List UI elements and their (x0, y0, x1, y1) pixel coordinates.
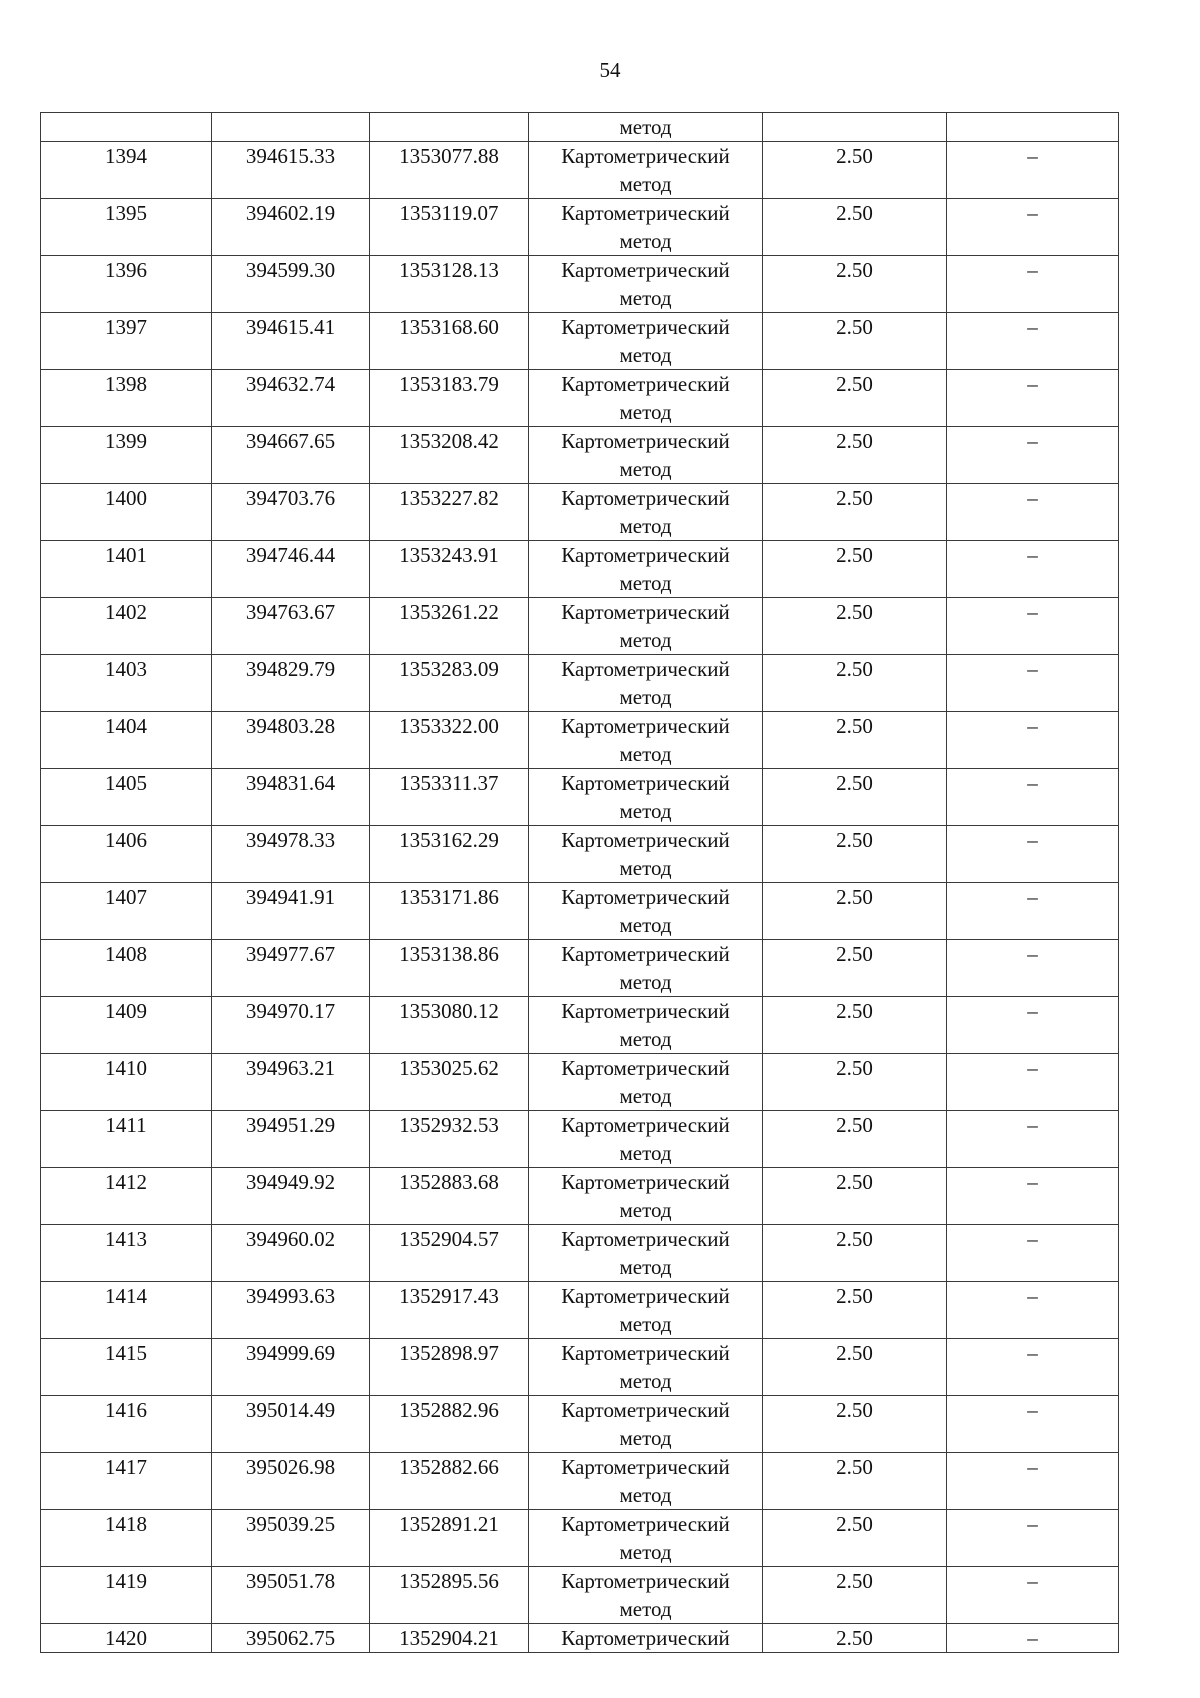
cell-method (529, 598, 763, 655)
cell-number: 1401 (41, 541, 212, 598)
cell-x: 394951.29 (212, 1111, 370, 1168)
cell-note: – (947, 1339, 1119, 1396)
cell-number: 1404 (41, 712, 212, 769)
cell-number: 1419 (41, 1567, 212, 1624)
method-line: Картометрический (561, 201, 730, 225)
cell-note: – (947, 883, 1119, 940)
cell-note: – (947, 541, 1119, 598)
cell-number: 1418 (41, 1510, 212, 1567)
cell-y: 1352882.96 (370, 1396, 529, 1453)
cell-x: 394667.65 (212, 427, 370, 484)
cell-x: 394970.17 (212, 997, 370, 1054)
method-line: Картометрический (561, 1569, 730, 1593)
cell-number: 1405 (41, 769, 212, 826)
table-row-last (41, 1624, 1119, 1653)
cell-method (529, 655, 763, 712)
cell-note (947, 113, 1119, 142)
cell-note: – (947, 313, 1119, 370)
cell-accuracy: 2.50 (763, 883, 947, 940)
method-line: Картометрический (561, 429, 730, 453)
method-line: Картометрический (561, 657, 730, 681)
cell-note: – (947, 256, 1119, 313)
method-line: метод (619, 1141, 672, 1165)
method-line: метод (619, 913, 672, 937)
method-line: метод (619, 856, 672, 880)
cell-accuracy: 2.50 (763, 199, 947, 256)
cell-x: 394999.69 (212, 1339, 370, 1396)
method-line: метод (619, 1369, 672, 1393)
cell-accuracy: 2.50 (763, 712, 947, 769)
cell-note: – (947, 142, 1119, 199)
cell-y: 1353243.91 (370, 541, 529, 598)
table-row (41, 997, 1119, 1054)
cell-x: 394763.67 (212, 598, 370, 655)
cell-method: метод (529, 113, 763, 142)
cell-number: 1414 (41, 1282, 212, 1339)
cell-x (212, 113, 370, 142)
cell-number: 1420 (41, 1624, 212, 1653)
cell-method (529, 826, 763, 883)
cell-y: 1353025.62 (370, 1054, 529, 1111)
cell-y: 1353261.22 (370, 598, 529, 655)
cell-note: – (947, 1225, 1119, 1282)
cell-note: – (947, 655, 1119, 712)
table-row (41, 655, 1119, 712)
cell-x: 394831.64 (212, 769, 370, 826)
cell-y: 1352904.21 (370, 1624, 529, 1653)
cell-number: 1415 (41, 1339, 212, 1396)
table-row (41, 1054, 1119, 1111)
cell-accuracy: 2.50 (763, 313, 947, 370)
cell-x: 394615.41 (212, 313, 370, 370)
cell-method (529, 541, 763, 598)
cell-method (529, 1225, 763, 1282)
cell-number: 1394 (41, 142, 212, 199)
cell-method (529, 199, 763, 256)
table-row (41, 313, 1119, 370)
method-line: метод (619, 970, 672, 994)
cell-x: 394977.67 (212, 940, 370, 997)
table-row (41, 1567, 1119, 1624)
cell-accuracy: 2.50 (763, 655, 947, 712)
method-line: Картометрический (561, 600, 730, 624)
cell-number (41, 113, 212, 142)
cell-method (529, 1396, 763, 1453)
cell-number: 1395 (41, 199, 212, 256)
method-line: Картометрический (561, 258, 730, 282)
cell-method (529, 313, 763, 370)
method-line: Картометрический (561, 486, 730, 510)
cell-x: 394993.63 (212, 1282, 370, 1339)
cell-x: 394703.76 (212, 484, 370, 541)
method-line: Картометрический (561, 885, 730, 909)
cell-x: 394632.74 (212, 370, 370, 427)
cell-accuracy: 2.50 (763, 427, 947, 484)
table-row (41, 1453, 1119, 1510)
cell-y: 1353080.12 (370, 997, 529, 1054)
cell-y: 1353128.13 (370, 256, 529, 313)
table-row (41, 940, 1119, 997)
method-line: Картометрический (561, 1113, 730, 1137)
table-row (41, 712, 1119, 769)
method-line: метод (619, 1198, 672, 1222)
cell-number: 1403 (41, 655, 212, 712)
method-line: Картометрический (561, 543, 730, 567)
cell-method (529, 427, 763, 484)
cell-y: 1353168.60 (370, 313, 529, 370)
cell-accuracy: 2.50 (763, 940, 947, 997)
cell-method (529, 997, 763, 1054)
cell-number: 1396 (41, 256, 212, 313)
method-line: Картометрический (561, 714, 730, 738)
cell-number: 1407 (41, 883, 212, 940)
cell-method (529, 256, 763, 313)
method-line: Картометрический (561, 828, 730, 852)
cell-method (529, 940, 763, 997)
cell-method (529, 1054, 763, 1111)
cell-number: 1409 (41, 997, 212, 1054)
cell-x: 395062.75 (212, 1624, 370, 1653)
method-line: Картометрический (561, 1284, 730, 1308)
method-line: метод (619, 685, 672, 709)
cell-note: – (947, 997, 1119, 1054)
cell-method (529, 769, 763, 826)
method-line: Картометрический (561, 1056, 730, 1080)
cell-accuracy: 2.50 (763, 1624, 947, 1653)
method-line: метод (619, 1483, 672, 1507)
method-line: метод (619, 1255, 672, 1279)
table-row (41, 1339, 1119, 1396)
cell-y: 1353322.00 (370, 712, 529, 769)
coordinates-table-body (41, 113, 1119, 1653)
method-line: Картометрический (561, 144, 730, 168)
cell-accuracy: 2.50 (763, 769, 947, 826)
cell-accuracy: 2.50 (763, 1054, 947, 1111)
method-line: Картометрический (561, 942, 730, 966)
cell-number: 1398 (41, 370, 212, 427)
cell-number: 1413 (41, 1225, 212, 1282)
cell-method (529, 1567, 763, 1624)
cell-note: – (947, 1567, 1119, 1624)
cell-accuracy: 2.50 (763, 826, 947, 883)
cell-method (529, 1339, 763, 1396)
table-row (41, 883, 1119, 940)
table-row (41, 1225, 1119, 1282)
cell-note: – (947, 484, 1119, 541)
cell-method (529, 1282, 763, 1339)
cell-accuracy: 2.50 (763, 1339, 947, 1396)
method-line: Картометрический (561, 372, 730, 396)
cell-note: – (947, 940, 1119, 997)
cell-note: – (947, 1624, 1119, 1653)
table-row (41, 769, 1119, 826)
cell-y: 1353162.29 (370, 826, 529, 883)
cell-number: 1417 (41, 1453, 212, 1510)
cell-x: 394960.02 (212, 1225, 370, 1282)
cell-accuracy: 2.50 (763, 1396, 947, 1453)
cell-method (529, 1453, 763, 1510)
cell-method (529, 883, 763, 940)
method-line: метод (619, 286, 672, 310)
method-line: метод (619, 799, 672, 823)
cell-y (370, 113, 529, 142)
table-row (41, 1168, 1119, 1225)
cell-accuracy: 2.50 (763, 1225, 947, 1282)
cell-x: 394949.92 (212, 1168, 370, 1225)
cell-accuracy: 2.50 (763, 256, 947, 313)
table-row (41, 199, 1119, 256)
table-row (41, 256, 1119, 313)
cell-y: 1353077.88 (370, 142, 529, 199)
method-line: метод (619, 1540, 672, 1564)
cell-accuracy: 2.50 (763, 1567, 947, 1624)
cell-x: 394978.33 (212, 826, 370, 883)
cell-number: 1399 (41, 427, 212, 484)
cell-y: 1353183.79 (370, 370, 529, 427)
cell-note: – (947, 712, 1119, 769)
cell-x: 395039.25 (212, 1510, 370, 1567)
cell-accuracy: 2.50 (763, 1111, 947, 1168)
cell-note: – (947, 370, 1119, 427)
cell-x: 394746.44 (212, 541, 370, 598)
cell-x: 395026.98 (212, 1453, 370, 1510)
method-line: метод (619, 1084, 672, 1108)
method-line: Картометрический (561, 1512, 730, 1536)
cell-x: 395051.78 (212, 1567, 370, 1624)
cell-method (529, 142, 763, 199)
method-line: метод (619, 514, 672, 538)
cell-accuracy: 2.50 (763, 484, 947, 541)
cell-x: 394602.19 (212, 199, 370, 256)
method-line: Картометрический (561, 1398, 730, 1422)
cell-method (529, 1111, 763, 1168)
cell-note: – (947, 1396, 1119, 1453)
table-row (41, 1510, 1119, 1567)
method-line: метод (619, 229, 672, 253)
cell-note: – (947, 1168, 1119, 1225)
cell-y: 1352917.43 (370, 1282, 529, 1339)
table-row (41, 826, 1119, 883)
cell-y: 1352904.57 (370, 1225, 529, 1282)
cell-note: – (947, 1054, 1119, 1111)
cell-y: 1353138.86 (370, 940, 529, 997)
cell-y: 1353283.09 (370, 655, 529, 712)
table-row (41, 142, 1119, 199)
cell-number: 1400 (41, 484, 212, 541)
method-line: метод (619, 1426, 672, 1450)
cell-y: 1353208.42 (370, 427, 529, 484)
table-row (41, 427, 1119, 484)
cell-number: 1406 (41, 826, 212, 883)
cell-x: 395014.49 (212, 1396, 370, 1453)
cell-note: – (947, 199, 1119, 256)
method-line: метод (619, 172, 672, 196)
method-line: метод (619, 1597, 672, 1621)
method-line: метод (619, 343, 672, 367)
cell-number: 1402 (41, 598, 212, 655)
method-line: Картометрический (561, 1227, 730, 1251)
method-line: Картометрический (561, 315, 730, 339)
method-line: Картометрический (561, 1455, 730, 1479)
cell-method (529, 370, 763, 427)
cell-accuracy: 2.50 (763, 1510, 947, 1567)
cell-y: 1352895.56 (370, 1567, 529, 1624)
table-row (41, 1396, 1119, 1453)
method-line: Картометрический (561, 771, 730, 795)
cell-y: 1352883.68 (370, 1168, 529, 1225)
cell-accuracy: 2.50 (763, 1168, 947, 1225)
cell-y: 1352891.21 (370, 1510, 529, 1567)
cell-method (529, 712, 763, 769)
method-line: метод (619, 571, 672, 595)
cell-x: 394963.21 (212, 1054, 370, 1111)
cell-y: 1353119.07 (370, 199, 529, 256)
method-line: метод (619, 742, 672, 766)
cell-y: 1353227.82 (370, 484, 529, 541)
cell-y: 1353311.37 (370, 769, 529, 826)
cell-accuracy: 2.50 (763, 370, 947, 427)
cell-accuracy: 2.50 (763, 142, 947, 199)
method-line: метод (619, 1312, 672, 1336)
cell-x: 394599.30 (212, 256, 370, 313)
method-line: метод (619, 628, 672, 652)
cell-x: 394829.79 (212, 655, 370, 712)
continuation-row (41, 113, 1119, 142)
method-line: метод (619, 457, 672, 481)
table-row (41, 1111, 1119, 1168)
method-line: метод (619, 1027, 672, 1051)
table-row (41, 484, 1119, 541)
method-line: Картометрический (561, 1170, 730, 1194)
table-row (41, 1282, 1119, 1339)
cell-y: 1352882.66 (370, 1453, 529, 1510)
cell-note: – (947, 1111, 1119, 1168)
cell-method (529, 1168, 763, 1225)
cell-note: – (947, 1282, 1119, 1339)
method-line: Картометрический (561, 999, 730, 1023)
cell-accuracy: 2.50 (763, 997, 947, 1054)
cell-number: 1408 (41, 940, 212, 997)
cell-note: – (947, 427, 1119, 484)
cell-accuracy (763, 113, 947, 142)
cell-y: 1353171.86 (370, 883, 529, 940)
cell-x: 394615.33 (212, 142, 370, 199)
cell-note: – (947, 826, 1119, 883)
cell-note: – (947, 1453, 1119, 1510)
cell-accuracy: 2.50 (763, 1453, 947, 1510)
cell-note: – (947, 1510, 1119, 1567)
cell-method (529, 484, 763, 541)
table-row (41, 370, 1119, 427)
cell-accuracy: 2.50 (763, 1282, 947, 1339)
cell-accuracy: 2.50 (763, 541, 947, 598)
cell-number: 1412 (41, 1168, 212, 1225)
table-row (41, 598, 1119, 655)
method-line: метод (619, 400, 672, 424)
cell-y: 1352932.53 (370, 1111, 529, 1168)
cell-number: 1410 (41, 1054, 212, 1111)
cell-x: 394941.91 (212, 883, 370, 940)
cell-note: – (947, 769, 1119, 826)
cell-number: 1416 (41, 1396, 212, 1453)
cell-method (529, 1510, 763, 1567)
cell-y: 1352898.97 (370, 1339, 529, 1396)
cell-number: 1397 (41, 313, 212, 370)
cell-note: – (947, 598, 1119, 655)
cell-accuracy: 2.50 (763, 598, 947, 655)
table-row (41, 541, 1119, 598)
cell-method: Картометрический (529, 1624, 763, 1653)
coordinates-table (40, 112, 1119, 1653)
cell-number: 1411 (41, 1111, 212, 1168)
page-number: 54 (599, 58, 621, 82)
cell-x: 394803.28 (212, 712, 370, 769)
method-line: Картометрический (561, 1341, 730, 1365)
